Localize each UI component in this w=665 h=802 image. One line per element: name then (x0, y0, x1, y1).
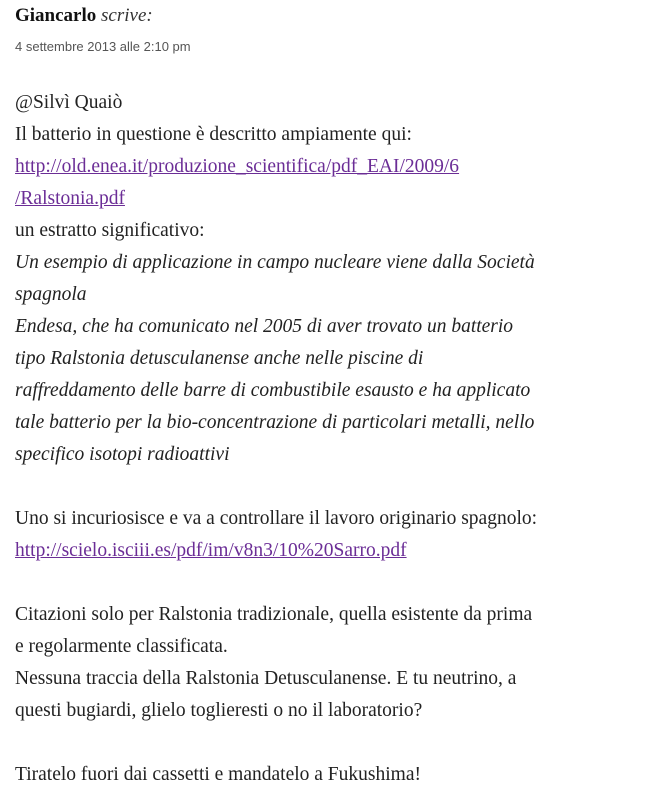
paragraph-spacer (15, 471, 655, 503)
comment-line: e regolarmente classificata. (15, 636, 228, 657)
quote-line: specifico isotopi radioattivi (15, 444, 230, 465)
quote-line: raffreddamento delle barre di combustibile esausto e ha applicato (15, 380, 531, 401)
comment-says: scrive: (101, 5, 153, 26)
quote-line: Un esempio di applicazione in campo nucleare viene dalla Società (15, 252, 535, 273)
comment-author: Giancarlo (15, 5, 97, 26)
quote-line: spagnola (15, 284, 87, 305)
comment-line: questi bugiardi, glielo toglieresti o no il laboratorio? (15, 700, 423, 721)
paragraph-spacer (15, 727, 655, 759)
comment-line: Nessuna traccia della Ralstonia Detusculanense. E tu neutrino, a (15, 668, 517, 689)
enea-pdf-link[interactable] (15, 151, 655, 183)
link-text[interactable]: /Ralstonia.pdf (15, 188, 125, 209)
comment-line: @Silvì Quaiò (15, 92, 123, 113)
link-text[interactable]: http://scielo.isciii.es/pdf/im/v8n3/10%20Sarro.pdf (15, 540, 407, 561)
quote-line: tale batterio per la bio-concentrazione di particolari metalli, nello (15, 412, 535, 433)
comment-line: Citazioni solo per Ralstonia tradizionale, quella esistente da prima (15, 604, 533, 625)
quote-line: tipo Ralstonia detusculanense anche nelle piscine di (15, 348, 424, 369)
comment-line: Uno si incuriosisce e va a controllare il lavoro originario spagnolo: (15, 508, 538, 529)
comment-line: Il batterio in questione è descritto ampiamente qui: (15, 124, 412, 145)
comment-line: un estratto significativo: (15, 220, 205, 241)
comment-header (15, 3, 655, 29)
comment-body (15, 87, 655, 791)
comment-line: Tiratelo fuori dai cassetti e mandatelo a Fukushima! (15, 764, 421, 785)
comment-date[interactable]: 4 settembre 2013 alle 2:10 pm (15, 39, 191, 54)
comment (15, 0, 655, 791)
enea-pdf-link-continued[interactable] (15, 183, 655, 215)
quote-line: Endesa, che ha comunicato nel 2005 di aver trovato un batterio (15, 316, 514, 337)
link-text[interactable]: http://old.enea.it/produzione_scientifica/pdf_EAI/2009/6 (15, 156, 460, 177)
scielo-pdf-link[interactable] (15, 535, 655, 567)
paragraph-spacer (15, 567, 655, 599)
